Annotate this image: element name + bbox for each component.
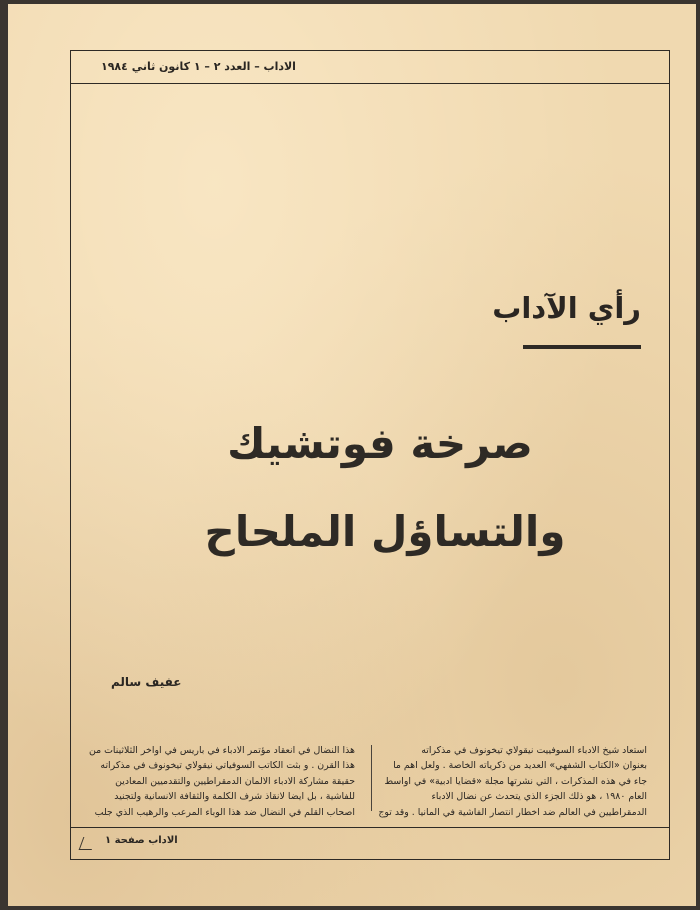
body-line: بعنوان «الكتاب الشفهي» العديد من ذكرياته الخاصة . ولعل اهم ما [393, 760, 647, 772]
corner-mark-icon [79, 837, 97, 850]
column-divider [371, 745, 372, 811]
body-line: هذا النضال في انعقاد مؤتمر الادباء في باريس في اواخر الثلاثينات من [88, 745, 355, 756]
footer-rule [71, 827, 669, 828]
body-line: جاء في هذه المذكرات ، التي نشرتها مجلة «قضايا ادبية» في اواسط [384, 775, 647, 787]
body-line: للفاشية ، بل ايضا لانقاذ شرف الكلمة والثقافة الانسانية ولتجنيد [114, 791, 355, 803]
body-line: حقيقة مشاركة الادباء الالمان الدمقراطيين والتقدميين المعادين [115, 775, 355, 787]
article-title-line-2: والتساؤل الملحاح [204, 507, 566, 556]
section-underline [523, 345, 641, 349]
body-line: هذا القرن . و بثت الكاتب السوفياتي نيقولاي تيخونوف في مذكراته [100, 760, 355, 772]
body-line: الدمقراطيين في العالم ضد اخطار انتصار الفاشية في المانيا . وقد توج [378, 806, 647, 818]
body-column-left [85, 743, 355, 820]
article-title-line-1: صرخة فوتشيك [227, 419, 533, 468]
section-label: رأي الآداب [492, 291, 641, 325]
author-name: عفيف سالم [111, 675, 182, 689]
page-header [71, 51, 669, 84]
page-frame [70, 50, 670, 860]
body-column-right [377, 743, 647, 820]
magazine-page [8, 4, 696, 906]
body-line: العام ١٩٨٠ ، هو ذلك الجزء الذي يتحدث عن نضال الادباء [431, 791, 647, 803]
body-line: اصحاب القلم في النضال ضد هذا الوباء المرعب والرهيب الذي جلب [94, 806, 355, 818]
header-issue-line: الاداب – العدد ٢ – ١ كانون ثاني ١٩٨٤ [101, 60, 296, 73]
body-line: استعاد شيخ الادباء السوفييت نيقولاي تيخونوف في مذكراته [421, 745, 647, 756]
page-footer: الاداب صفحة ١ [105, 835, 178, 846]
